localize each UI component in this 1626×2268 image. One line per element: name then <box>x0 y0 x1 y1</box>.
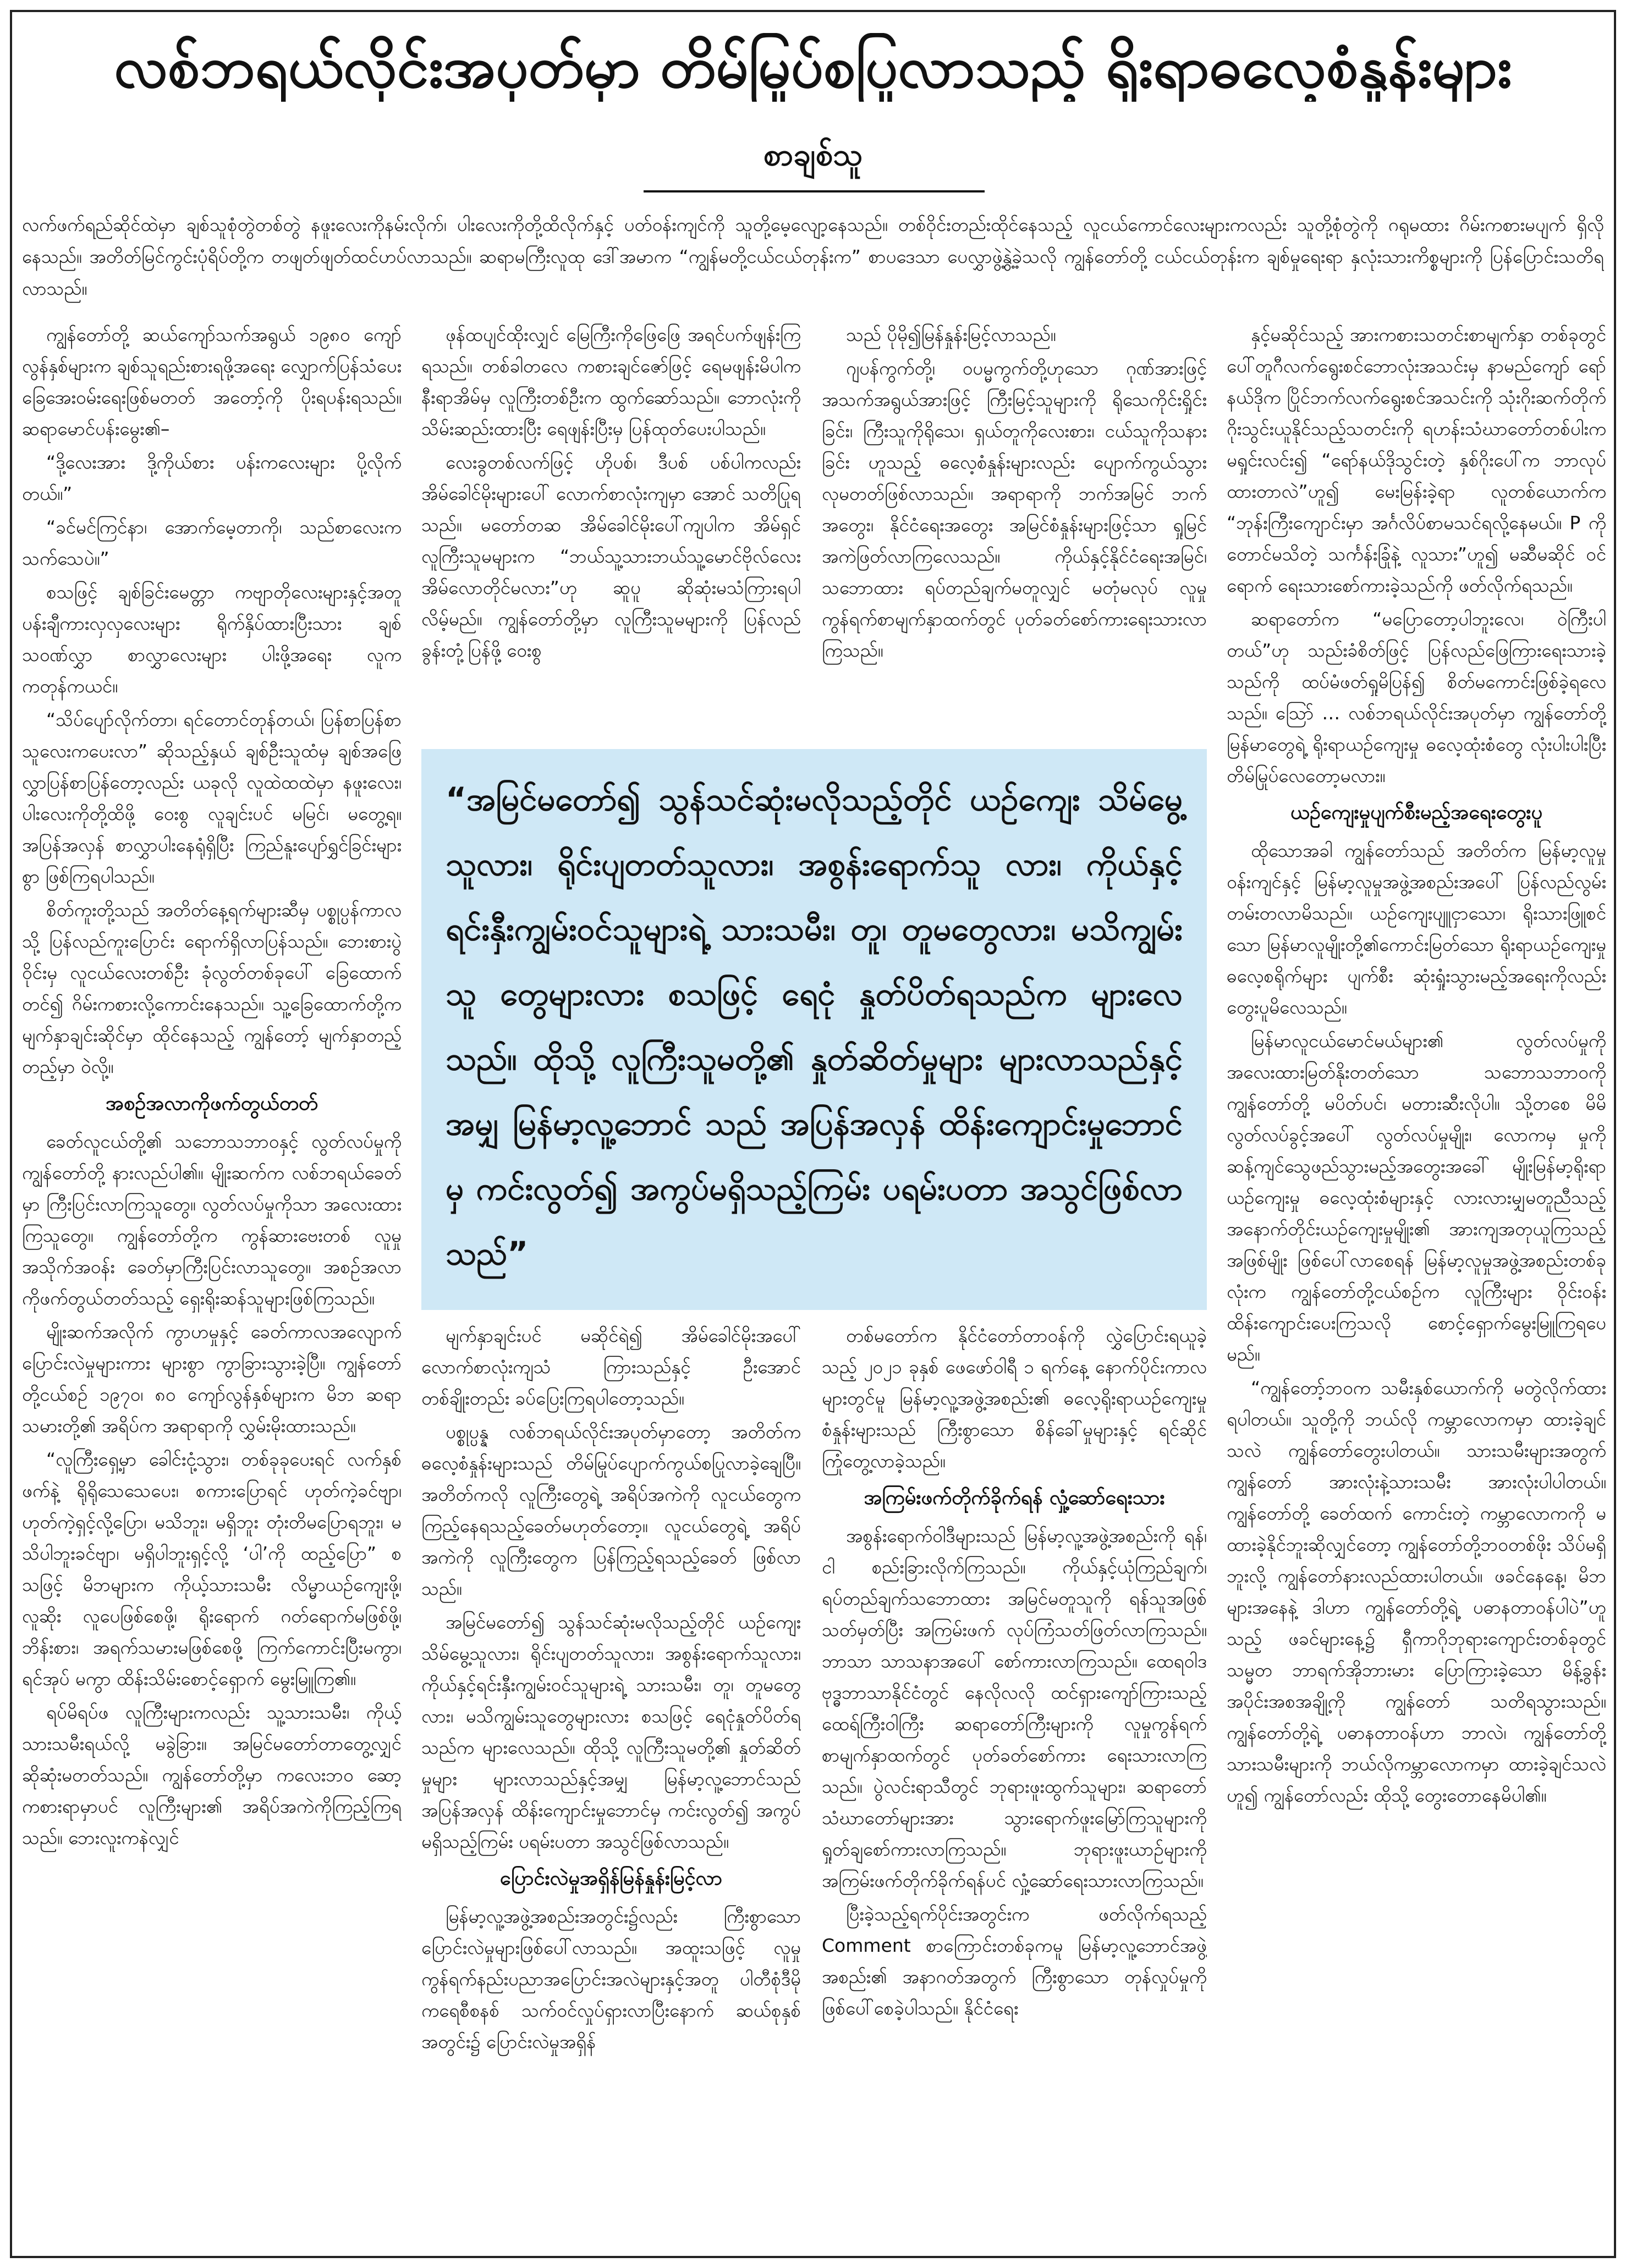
section-heading: အစဉ်အလာကိုဖက်တွယ်တတ် <box>106 1092 318 1115</box>
section-heading: ပြောင်းလဲမှုအရှိန်မြန်နှုန်းမြင့်လာ <box>499 1867 723 1890</box>
body-paragraph: မြန်မာ့လူ့အဖွဲ့အစည်းအတွင်း၌လည်း ကြီးစွာသောပြောင်းလဲမှုများဖြစ်ပေါ်လာသည်။ အထူးသဖြင့် လူမှုကွန်ရက်နည်းပညာအပြောင်းအလဲများနှင့်အတူ ပါတီစုံဒီမိုကရေစီစနစ် သက်ဝင်လှုပ်ရှားလာပြီးနောက် ဆယ်စုနှစ်အတွင်း၌ ပြောင်းလဲမှုအရှိန် <box>421 1906 801 2052</box>
body-paragraph: “ကျွန်တော့်ဘဝက သမီးနှစ်ယောက်ကို မတွဲလိုက်ထားရပါတယ်။ သူတို့ကို ဘယ်လို ကမ္ဘာလောကမှာ ထားခဲ့ချင်သလဲ ကျွန်တော်တွေးပါတယ်။ သားသမီးများအတွက် ကျွန်တော် အားလုံးနဲ့သားသမီး အားလုံးပါပါတယ်။ ကျွန်တော်တို့ ခေတ်ထက် ကောင်းတဲ့ ကမ္ဘာလောကကို မထားခဲ့နိုင်ဘူးဆိုလျှင်တော့ ကျွန်တော်တို့ဘဝတစ်ဖိုး သိပ်မရှိဘူးလို့ ကျွန်တော်နားလည်ထားပါတယ်။ ဖခင်နေနေ့၊ မိဘများအနေနဲ့ ဒါဟာ ကျွန်တော်တို့ရဲ့ ပဓာနတာဝန်ပါပဲ”ဟူသည့် ဖခင်များနေ့၌ ရှီကာဂိုဘုရားကျောင်းတစ်ခုတွင် သမ္မတ ဘာရက်အိုဘားမား ပြောကြားခဲ့သော မိန့်ခွန်းအပိုင်းအစအချို့ကို ကျွန်တော် သတိရသွားသည်။ ကျွန်တော်တို့ရဲ့ ပဓာနတာဝန်ဟာ ဘာလဲ၊ ကျွန်တော်တို့ သားသမီးများကို ဘယ်လိုကမ္ဘာလောကမှာ ထားခဲ့ချင်သလဲဟူ၍ ကျွန်တော်လည်း ထိုသို့ တွေးတောနေမိပါ၏။ <box>1227 1377 1606 1806</box>
body-paragraph: “ခင်မင်ကြင်နာ၊ အောက်မေ့တာကို၊ သည်စာလေးက သက်သေပဲ။” <box>22 516 402 569</box>
body-paragraph: ဂျပန်ကွက်တို့၊ ဝပမ္မကွက်တို့ဟုသော ဂုဏ်အားဖြင့် အသက်အရွယ်အားဖြင့် ကြီးမြင့်သူများကို ရိုသေကိုင်းရှိုင်းခြင်း၊ ကြီးသူကိုရိုသေ၊ ရှယ်တူကိုလေးစား၊ ငယ်သူကိုသနားခြင်း ဟူသည့် ဓလေ့စံနှုန်းများလည်း ပျောက်ကွယ်သွားလုမတတ်ဖြစ်လာသည်။ အရာရာကို ဘက်အမြင် ဘက်အတွေး၊ နိုင်ငံရေးအတွေး အမြင်စံနှုန်းများဖြင့်သာ ရှုမြင်အကဲဖြတ်လာကြလေသည်။ ကိုယ်နှင့်နိုင်ငံရေးအမြင်၊ သဘောထား ရပ်တည်ချက်မတူလျှင် မတုံမလုပ် လူမှုကွန်ရက်စာမျက်နှာထက်တွင် ပုတ်ခတ်စော်ကားရေးသားလာကြသည်။ <box>822 357 1207 661</box>
body-paragraph: ရပ်မိရပ်ဖ လူကြီးများကလည်း သူ့သားသမီး၊ ကိုယ့်သားသမီးရယ်လို့ မခွဲခြား။ အမြင်မတော်တာတွေ့လျှင် ဆိုဆုံးမတတ်သည်။ ကျွန်တော်တို့မှာ ကလေးဘဝ ဆော့ကစားရာမှာပင် လူကြီးများ၏ အရိပ်အကဲကိုကြည့်ကြရသည်။ ဘေးလူးကနဲလျှင် <box>22 1702 402 1848</box>
body-paragraph: “ဒို့လေးအား ဒို့ကိုယ်စား ပန်းကလေးများ ပို့လိုက်တယ်။” <box>22 452 402 504</box>
headline: လစ်ဘရယ်လိုင်းအပုတ်မှာ တိမ်မြုပ်စပြုလာသည့် ရိုးရာဓလေ့စံနှုန်းများ <box>114 34 1512 101</box>
body-paragraph: ထိုသောအခါ ကျွန်တော်သည် အတိတ်က မြန်မာ့လူမှုဝန်းကျင်နှင့် မြန်မာ့လူမှုအဖွဲ့အစည်းအပေါ် ပြန်လည်လွမ်း တမ်းတလာမိသည်။ ယဉ်ကျေးပျူငှာသော၊ ရိုးသားဖြူစင်သော မြန်မာလူမျိုးတို့၏ကောင်းမြတ်သော ရိုးရာယဉ်ကျေးမှု ဓလေ့စရိုက်များ ပျက်စီး ဆုံးရှုံးသွားမည့်အရေးကိုလည်း တွေးပူမိလေသည်။ <box>1227 840 1606 1018</box>
body-paragraph: “လူကြီးရှေ့မှာ ခေါင်းငုံ့သွား၊ တစ်ခုခုပေးရင် လက်နှစ်ဖက်နဲ့ ရိုရိုသေသေပေး၊ စကားပြောရင် ဟုတ်ကဲ့ခင်ဗျာ၊ ဟုတ်ကဲ့ရှင့်လို့ပြော၊ မသိဘူး၊ မရှိဘူး တုံးတိမပြောရဘူး၊ မသိပါဘူးခင်ဗျာ၊ မရှိပါဘူးရှင့်လို့ ‘ပါ’ကို ထည့်ပြော” စသဖြင့် မိဘများက ကိုယ့်သားသမီး လိမ္မာယဉ်ကျေးဖို့၊ လူဆိုး လူပေဖြစ်စေဖို့၊ ရိုးရောက် ဂတ်ရောက်မဖြစ်ဖို့၊ ဘိန်းစား၊ အရက်သမားမဖြစ်စေဖို့ ကြက်ကောင်းပြီးမကွာ၊ ရင်အုပ် မကွာ ထိန်းသိမ်းစောင့်ရှောက် မွေးမြူကြ၏။ <box>22 1449 402 1689</box>
column-4 <box>1227 319 1606 2244</box>
body-paragraph: ကျွန်တော်တို့ ဆယ်ကျော်သက်အရွယ် ၁၉၈၀ ကျော်လွန်နှစ်များက ချစ်သူရည်းစားရဖို့အရေး လျှောက်ပြန်သံပေး ခြေအေးဝမ်းရေးဖြစ်မတတ် အတော့်ကို ပိုးရပန်းရသည်။ ဆရာမောင်ပန်းမွေး၏– <box>22 324 402 439</box>
body-paragraph: ခေတ်လူငယ်တို့၏ သဘောသဘာဝနှင့် လွတ်လပ်မှုကို ကျွန်တော်တို့ နားလည်ပါ၏။ မျိုးဆက်က လစ်ဘရယ်ခေတ်မှာ ကြီးပြင်းလာကြသူတွေ။ လွတ်လပ်မှုကိုသာ အလေးထားကြသူတွေ။ ကျွန်တော်တို့က ကွန်ဆားဗေးတစ် လူမှုအသိုက်အဝန်း ခေတ်မှာကြီးပြင်းလာသူတွေ။ အစဉ်အလာကိုဖက်တွယ်တတ်သည့် ရှေးရိုးဆန်သူများဖြစ်ကြသည်။ <box>22 1131 402 1309</box>
body-paragraph: သည် ပိုမို၍မြန်နှုန်းမြင့်လာသည်။ <box>846 324 1056 345</box>
body-paragraph: စိတ်ကူးတို့သည် အတိတ်နေ့ရက်များဆီမှ ပစ္စုပ္ပန်ကာလသို့ ပြန်လည်ကူးပြောင်း ရောက်ရှိလာပြန်သည်။ ဘေးစားပွဲဝိုင်းမှ လူငယ်လေးတစ်ဦး ခုံလွတ်တစ်ခုပေါ် ခြေထောက်တင်၍ ဂိမ်းကစားလို့ကောင်းနေသည်။ သူ့ခြေထောက်တို့က မျက်နှာချင်းဆိုင်မှာ ထိုင်နေသည့် ကျွန်တော့် မျက်နှာတည့်တည့်မှာ ဝဲလို့။ <box>22 899 402 1077</box>
byline: စာချစ်သူ <box>763 137 863 173</box>
body-paragraph: နှင့်မဆိုင်သည့် အားကစားသတင်းစာမျက်နှာ တစ်ခုတွင် ပေါ်တူဂီလက်ရွေးစင်ဘောလုံးအသင်းမှ နာမည်ကျော် ရော်နယ်ဒိုက ပြိုင်ဘက်လက်ရွေးစင်အသင်းကို သုံးဂိုးဆက်တိုက် ဂိုးသွင်းယူနိုင်သည့်သတင်းကို ရဟန်းသံဃာတော်တစ်ပါးက မရှုင်းလင်း၍ “ရော်နယ်ဒိုသွင်းတဲ့ နှစ်ဂိုးပေါ်က ဘာလုပ်ထားတာလဲ”ဟူ၍ မေးမြန်းခဲ့ရာ လူတစ်ယောက်က “ဘုန်းကြီးကျောင်းမှာ အင်္ဂလိပ်စာမသင်ရလို့နေမယ်။ P ကိုတောင်မသိတဲ့ သင်္ကန်းခြုံနဲ့ လူသား”ဟူ၍ မဆီမဆိုင် ဝင်ရောက် ရေးသားစော်ကားခဲ့သည်ကို ဖတ်လိုက်ရသည်။ <box>1227 324 1606 596</box>
body-paragraph: မျိုးဆက်အလိုက် ကွာဟမှုနှင့် ခေတ်ကာလအလျောက် ပြောင်းလဲမှုများကား များစွာ ကွာခြားသွားခဲ့ပြီ။ ကျွန်တော်တို့ငယ်စဉ် ၁၉၇၀၊ ၈၀ ကျော်လွန်နှစ်များက မိဘ ဆရာသမားတို့၏ အရိပ်က အရာရာကို လွှမ်းမိုးထားသည်။ <box>22 1321 402 1436</box>
column-2-bottom <box>421 1320 801 2244</box>
byline-divider <box>644 190 985 192</box>
section-heading: ယဉ်ကျေးမှုပျက်စီးမည့်အရေးတွေးပူ <box>1290 801 1542 824</box>
column-2-top <box>421 319 801 742</box>
column-3-bottom <box>822 1320 1207 2244</box>
body-paragraph: ပစ္စုပ္ပန္န လစ်ဘရယ်လိုင်းအပုတ်မှာတော့ အတိတ်က ဓလေ့စံနှုန်းများသည် တိမ်မြုပ်ပျောက်ကွယ်စပြုလာခဲ့ချေပြီ။ အတိတ်ကလို လူကြီးတွေရဲ့ အရိပ်အကဲကို လူငယ်တွေက ကြည့်နေရသည့်ခေတ်မဟုတ်တော့။ လူငယ်တွေရဲ့ အရိပ်အကဲကို လူကြီးတွေက ပြန်ကြည့်ရသည့်ခေတ် ဖြစ်လာသည်။ <box>421 1421 801 1599</box>
section-heading: အကြမ်းဖက်တိုက်ခိုက်ရန် လှုံ့ဆော်ရေးသား <box>864 1487 1165 1509</box>
body-paragraph: ပြီးခဲ့သည့်ရက်ပိုင်းအတွင်းက ဖတ်လိုက်ရသည့် Comment စာကြောင်းတစ်ခုကမူ မြန်မာ့လူ့ဘောင်အဖွဲ့အစည်း၏ အနာဂတ်အတွက် ကြီးစွာသော တုန်လှုပ်မှုကို ဖြစ်ပေါ်စေခဲ့ပါသည်။ နိုင်ငံရေး <box>822 1903 1207 2019</box>
body-paragraph: အစွန်းရောက်ဝါဒီများသည် မြန်မာ့လူ့အဖွဲ့အစည်းကို ရန်၊ ငါ စည်းခြားလိုက်ကြသည်။ ကိုယ်နှင့်ယုံကြည်ချက်၊ ရပ်တည်ချက်သဘောထား အမြင်မတူသူကို ရန်သူအဖြစ် သတ်မှတ်ပြီး အကြမ်းဖက် လုပ်ကြံသတ်ဖြတ်လာကြသည်။ ဘာသာ သာသနာအပေါ် စော်ကားလာကြသည်။ ထေရဝါဒ ဗုဒ္ဓဘာသာနိုင်ငံတွင် နေလိုလလို ထင်ရှားကျော်ကြားသည့် ထေရ်ကြီးဝါကြီး ဆရာတော်ကြီးများကို လူမှုကွန်ရက်စာမျက်နှာထက်တွင် ပုတ်ခတ်စော်ကား ရေးသားလာကြသည်။ ပွဲလင်းရာသီတွင် ဘုရားဖူးထွက်သူများ၊ ဆရာတော် သံဃာတော်များအား သွားရောက်ဖူးမြော်ကြသူများကို ရှုတ်ချစော်ကားလာကြသည်။ ဘုရားဖူးယာဉ်များကို အကြမ်းဖက်တိုက်ခိုက်ရန်ပင် လှုံ့ဆော်ရေးသားလာကြသည်။ <box>822 1525 1207 1891</box>
body-paragraph: အမြင်မတော်၍ သွန်သင်ဆုံးမလိုသည့်တိုင် ယဉ်ကျေးသိမ်မွေ့သူလား၊ ရိုင်းပျတတ်သူလား၊ အစွန်းရောက်သူလား၊ ကိုယ်နှင့်ရင်းနှီးကျွမ်းဝင်သူများရဲ့ သားသမီး၊ တူ၊ တူမတွေလား၊ မသိကျွမ်းသူတွေများလား စသဖြင့် ရေငုံနှုတ်ပိတ်ရသည်က များလေသည်။ ထိုသို့ လူကြီးသူမတို့၏ နှုတ်ဆိတ်မှုများ များလာသည်နှင့်အမျှ မြန်မာ့လူ့ဘောင်သည် အပြန်အလှန် ထိန်းကျောင်းမှုဘောင်မှ ကင်းလွတ်၍ အကွပ်မရှိသည့်ကြမ်း ပရမ်းပတာ အသွင်ဖြစ်လာသည်။ <box>421 1611 801 1852</box>
lead-paragraph: လက်ဖက်ရည်ဆိုင်ထဲမှာ ချစ်သူစုံတွဲတစ်တွဲ နဖူးလေးကိုနမ်းလိုက်၊ ပါးလေးကိုတို့ထိလိုက်နှင့် ပတ်ဝန်းကျင်ကို သူတို့မေ့လျော့နေသည်။ တစ်ဝိုင်းတည်းထိုင်နေသည့် လူငယ်ကောင်လေးများကလည်း သူတို့စုံတွဲကို ဂရုမထား ဂိမ်းကစားမပျက် ရှိလိုနေသည်။ အတိတ်မြင်ကွင်းပုံရိပ်တို့က တဖျတ်ဖျတ်ထင်ဟပ်လာသည်။ ဆရာမကြီးလူထု ဒေါ်အမာက “ကျွန်မတို့ငယ်ငယ်တုန်းက” စာပဒေသာ ပေလွှာဖွဲ့နွဲ့ခဲ့သလို ကျွန်တော်တို့ ငယ်ငယ်တုန်းက ချစ်မှုရေးရာ နှလုံးသားကိစ္စများကို ပြန်ပြောင်းသတိရလာသည်။ <box>22 214 1604 299</box>
body-paragraph: မြန်မာလူငယ်မောင်မယ်များ၏ လွတ်လပ်မှုကို အလေးထားမြတ်နိုးတတ်သော သဘောသဘာဝကို ကျွန်တော်တို့ မပိတ်ပင်၊ မတားဆီးလိုပါ။ သို့တစေ မိမိလွတ်လပ်ခွင့်အပေါ် လွတ်လပ်မှုမျိုး၊ လောကမှ မှုကို ဆန့်ကျင်သွေဖည်သွားမည့်အတွေးအခေါ် မျိုးမြန်မာ့ရိုးရာယဉ်ကျေးမှု ဓလေ့ထုံးစံများနှင့် လားလားမျှမတူညီသည့် အနောက်တိုင်းယဉ်ကျေးမှုမျိုး၏ အားကျအတုယူကြသည့်အဖြစ်မျိုး ဖြစ်ပေါ်လာစေရန် မြန်မာ့လူမှုအဖွဲ့အစည်းတစ်ခုလုံးက ကျွန်တော်တို့ငယ်စဉ်က လူကြီးများ ဝိုင်းဝန်းထိန်းကျောင်းပေးကြသလို စောင့်ရှောက်မွေးမြူကြရပေမည်။ <box>1227 1030 1606 1365</box>
body-paragraph: ဆရာတော်က “မပြောတော့ပါဘူးလေ၊ ဝဲကြီးပါတယ်”ဟု သည်းခံစိတ်ဖြင့် ပြန်လည်ဖြေကြားရေးသားခဲ့သည်ကို ထပ်မံဖတ်ရှုမိပြန်၍ စိတ်မကောင်းဖြစ်ခဲ့ရလေသည်။ ဩော် … လစ်ဘရယ်လိုင်းအပုတ်မှာ ကျွန်တော်တို့ မြန်မာတွေရဲ့ ရိုးရာယဉ်ကျေးမှု ဓလေ့ထုံးစံတွေ လုံးပါးပါးပြီး တိမ်မြုပ်လေတော့မလား။ <box>1227 608 1606 786</box>
body-paragraph: တစ်မတော်က နိုင်ငံတော်တာဝန်ကို လွှဲပြောင်းရယူခဲ့သည့် ၂၀၂၁ ခုနှစ် ဖေဖော်ဝါရီ ၁ ရက်နေ့ နောက်ပိုင်းကာလများတွင်မူ မြန်မာ့လူ့အဖွဲ့အစည်း၏ ဓလေ့ရိုးရာယဉ်ကျေးမှု စံနှုန်းများသည် ကြီးစွာသော စိန်ခေါ်မှုများနှင့် ရင်ဆိုင်ကြုံတွေ့လာခဲ့သည်။ <box>822 1325 1207 1472</box>
body-paragraph: စသဖြင့် ချစ်ခြင်းမေတ္တာ ကဗျာတိုလေးများနှင့်အတူ ပန်းချီကားလှလှလေးများ ရိုက်နှိပ်ထားပြီးသား ချစ်သဝဏ်လွှာ စာလွှာလေးများ ပါးဖို့အရေး လူက ကတုန်ကယင်။ <box>22 581 402 697</box>
pull-quote: “အမြင်မတော်၍ သွန်သင်ဆုံးမလိုသည့်တိုင် ယဉ်ကျေး သိမ်မွေ့သူလား၊ ရိုင်းပျတတ်သူလား၊ အစွန်းရောက်သူ လား၊ ကိုယ်နှင့်ရင်းနှီးကျွမ်းဝင်သူများရဲ့ သားသမီး၊ တူ၊ တူမတွေလား၊ မသိကျွမ်းသူ တွေများလား စသဖြင့် ရေငုံ နှုတ်ပိတ်ရသည်က များလေသည်။ ထိုသို့ လူကြီးသူမတို့၏ နှုတ်ဆိတ်မှုများ များလာသည်နှင့်အမျှ မြန်မာ့လူ့ဘောင် သည် အပြန်အလှန် ထိန်းကျောင်းမှုဘောင်မှ ကင်းလွတ်၍ အကွပ်မရှိသည့်ကြမ်း ပရမ်းပတာ အသွင်ဖြစ်လာသည်” <box>421 749 1207 1310</box>
body-paragraph: မျက်နှာချင်းပင် မဆိုင်ရဲ၍ အိမ်ခေါင်မိုးအပေါ် လောက်စာလုံးကျသံ ကြားသည်နှင့် ဦးအောင် တစ်ချိုးတည်း ခပ်ပြေးကြရပါတော့သည်။ <box>421 1325 801 1409</box>
body-paragraph: “သိပ်ပျော်လိုက်တာ၊ ရင်တောင်တုန်တယ်၊ ပြန်စာပြန်စာ သူလေးကပေးလာ” ဆိုသည့်နှယ် ချစ်ဦးသူထံမှ ချစ်အဖြေလွှာပြန်စာပြန်တော့လည်း ယခုလို လူထဲထထဲမှာ နဖူးလေး၊ ပါးလေးကိုတို့ထိဖို့ ဝေးစွ လူချင်းပင် မမြင်၊ မတွေ့ရ။ အပြန်အလှန် စာလွှာပါးနေရုံရှိပြီး ကြည်နူးပျော်ရွှင်ခြင်းများစွာ ဖြစ်ကြရပါသည်။ <box>22 709 402 887</box>
body-paragraph: လေးခွတစ်လက်ဖြင့် ဟိုပစ်၊ ဒီပစ် ပစ်ပါကလည်း အိမ်ခေါင်မိုးများပေါ် လောက်စာလုံးကျမှာ အောင် သတိပြုရသည်။ မတော်တဆ အိမ်ခေါင်မိုးပေါ်ကျပါက အိမ်ရှင် လူကြီးသူမများက “ဘယ်သူ့သားဘယ်သူ့မောင်ဗိုလ်လေးအိမ်လောတိုင်မလား”ဟု ဆူပူ ဆိုဆုံးမသံကြားရပါလိမ့်မည်။ ကျွန်တော်တို့မှာ လူကြီးသူမများကို ပြန်လည်ခွန်းတုံ့ပြန်ဖို့ ဝေးစွ <box>421 452 801 661</box>
column-3-top <box>822 319 1207 742</box>
body-paragraph: ဖုန်ထပျင်ထိုးလျှင် မြေကြီးကိုဖြေဖြေ အရင်ပက်ဖျန်းကြရသည်။ တစ်ခါတလေ ကစားချင်ဇော်ဖြင့် ရေမဖျန်းမိပါက နီးရာအိမ်မှ လူကြီးတစ်ဦးက ထွက်ဆော်သည်။ ဘောလုံးကို သိမ်းဆည်းထားပြီး ရေဖျန်းပြီးမှ ပြန်ထုတ်ပေးပါသည်။ <box>421 324 801 439</box>
column-1 <box>22 319 402 2244</box>
